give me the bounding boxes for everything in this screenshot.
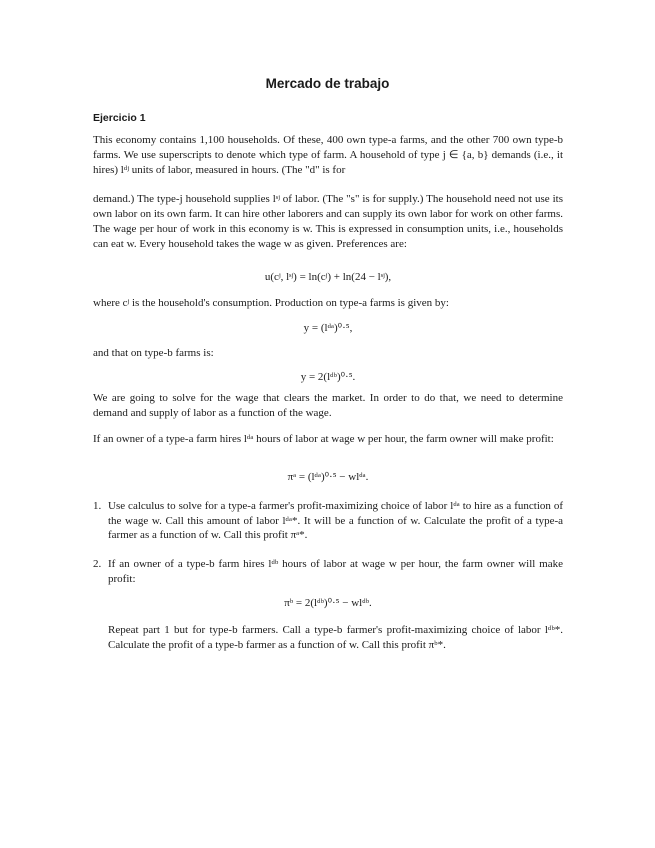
intro-paragraph: This economy contains 1,100 households. Of these, 400 own type-a farms, and the other 700 own type-b farms. We use superscripts to denote which type of farm. A household of type j ∈ {a, b} demands (i.e., it hires) lᵈʲ units of labor, measured in hours. (The "d" is for: [93, 134, 563, 176]
list-item-1: [93, 499, 563, 543]
page-title: Mercado de trabajo: [265, 76, 390, 91]
type-b-paragraph: and that on type-b farms is:: [93, 347, 214, 359]
repeat-paragraph: [93, 623, 563, 652]
consumption-paragraph: where cʲ is the household's consumption. Production on type-a farms is given by:: [93, 297, 449, 309]
solve-paragraph: We are going to solve for the wage that clears the market. In order to do that, we need to determine demand and supply of labor as a function of the wage.: [93, 392, 563, 419]
list-item-number: 1.: [93, 500, 102, 512]
list-item-text: Use calculus to solve for a type-a farmer's profit-maximizing choice of labor lᵈᵃ to hire as a function of the wage w. Call this amount of labor lᵈᵃ*. It will be a function of w. Calculate the profit of a type-a farmer as a function of w. Call this profit πᵃ*.: [108, 500, 563, 541]
owner-a-paragraph: If an owner of a type-a farm hires lᵈᵃ hours of labor at wage w per hour, the farm owner will make profit:: [93, 433, 554, 445]
list-item-2: [93, 557, 563, 586]
utility-equation: u(cʲ, lˢʲ) = ln(cʲ) + ln(24 − lˢʲ),: [264, 271, 392, 283]
profit-b-equation: πᵇ = 2(lᵈᵇ)⁰·⁵ − wlᵈᵇ.: [284, 597, 372, 609]
list-item-text: If an owner of a type-b farm hires lᵈᵇ hours of labor at wage w per hour, the farm owner will make profit:: [108, 558, 563, 585]
production-b-equation: y = 2(lᵈᵇ)⁰·⁵.: [300, 371, 356, 383]
repeat-text: Repeat part 1 but for type-b farmers. Call a type-b farmer's profit-maximizing choice of labor lᵈᵇ*. Calculate the profit of a type-b farmer as a function of w. Call this profit πᵇ*.: [108, 624, 563, 651]
supply-paragraph: demand.) The type-j household supplies lˢʲ of labor. (The "s" is for supply.) The household need not use its own labor on its own farm. It can hire other laborers and can supply its own labor for work on other farms. The wage per hour of work in this economy is w. This is expressed in consumption units, i.e., households can eat w. Every household takes the wage w as given. Preferences are:: [93, 193, 563, 250]
list-item-number: 2.: [93, 558, 102, 570]
exercise-heading: Ejercicio 1: [93, 112, 146, 124]
profit-a-equation: πᵃ = (lᵈᵃ)⁰·⁵ − wlᵈᵃ.: [287, 471, 369, 483]
production-a-equation: y = (lᵈᵃ)⁰·⁵,: [303, 322, 353, 334]
